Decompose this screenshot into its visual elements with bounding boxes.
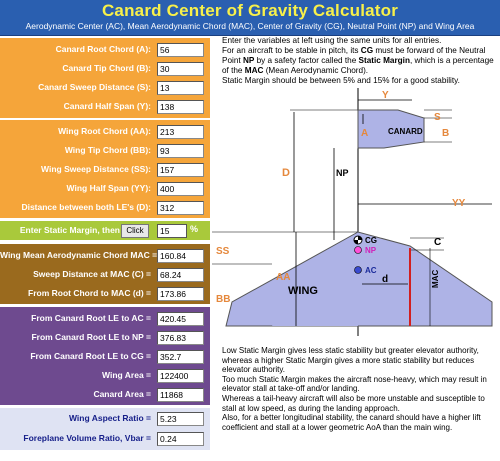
d-lower-letter: d <box>382 274 389 285</box>
volume-ratio-row <box>0 429 210 448</box>
root-to-mac-label: From Root Chord to MAC (d) = <box>28 288 151 298</box>
volume-ratio-output[interactable] <box>157 432 204 446</box>
canard-sweep-row <box>0 78 210 97</box>
canard-root-chord-label: Canard Root Chord (A): <box>55 44 151 54</box>
header-bar <box>0 0 500 36</box>
position-output-section <box>0 307 210 405</box>
d-upper-letter: D <box>282 167 290 179</box>
s-letter: S <box>434 112 441 123</box>
volume-ratio-label: Foreplane Volume Ratio, Vbar = <box>23 433 151 443</box>
wing-half-span-input[interactable] <box>157 182 204 196</box>
le-to-cg-output[interactable] <box>157 350 204 364</box>
mac-letter: MAC <box>431 269 440 288</box>
ac-label: AC <box>365 266 377 275</box>
wing-sweep-label: Wing Sweep Distance (SS): <box>41 164 151 174</box>
le-to-np-row <box>0 328 210 347</box>
root-to-mac-output[interactable] <box>157 287 204 301</box>
canard-sweep-label: Canard Sweep Distance (S): <box>38 82 151 92</box>
mac-output[interactable] <box>157 249 204 263</box>
le-to-ac-output[interactable] <box>157 312 204 326</box>
canard-root-chord-input[interactable] <box>157 43 204 57</box>
le-distance-input[interactable] <box>157 201 204 215</box>
planform-diagram <box>212 88 500 346</box>
le-distance-label: Distance between both LE's (D): <box>21 202 151 212</box>
note-static-margin: Low Static Margin gives less static stability but greater elevator authority, whereas a higher Static Margin gives a more static stability but reduces elevator authority. <box>222 346 479 375</box>
canard-sweep-input[interactable] <box>157 81 204 95</box>
wing-half-span-label: Wing Half Span (YY): <box>66 183 151 193</box>
static-margin-label: Enter Static Margin, then <box>19 225 120 235</box>
wing-sweep-row <box>0 160 210 179</box>
wing-root-chord-row <box>0 122 210 141</box>
mac-row <box>0 246 210 265</box>
root-to-mac-row <box>0 284 210 303</box>
canard-root-chord-row <box>0 40 210 59</box>
wing-area-label: Wing Area = <box>102 370 151 380</box>
wing-shape <box>226 232 492 326</box>
bb-letter: BB <box>216 294 231 305</box>
le-distance-row <box>0 198 210 217</box>
intro-line-range: Static Margin should be between 5% and 15% for a good stability. <box>222 76 460 85</box>
c-letter: C <box>434 237 442 248</box>
canard-half-span-input[interactable] <box>157 100 204 114</box>
note-tail-heavy: Whereas a tail-heavy aircraft will also be more unstable and susceptible to stall at low speed, as during the landing approach. <box>222 393 485 413</box>
percent-unit: % <box>190 224 199 234</box>
np-marker <box>355 247 362 254</box>
wing-tip-chord-row <box>0 141 210 160</box>
ss-letter: SS <box>216 246 230 257</box>
intro-line-units: Enter the variables at left using the same units for all entries. <box>222 36 442 45</box>
note-nose-heavy: Too much Static Margin makes the aircraft nose-heavy, which may result in elevator stall at take-off and/or landing. <box>222 374 487 394</box>
sweep-at-mac-label: Sweep Distance at MAC (C) = <box>33 269 151 279</box>
le-to-cg-row <box>0 347 210 366</box>
y-letter: Y <box>382 90 389 101</box>
intro-text <box>222 36 496 86</box>
wing-label: WING <box>288 285 318 297</box>
le-to-np-output[interactable] <box>157 331 204 345</box>
static-margin-row <box>0 221 210 240</box>
np-marker-label: NP <box>365 246 377 255</box>
wing-area-output[interactable] <box>157 369 204 383</box>
le-to-ac-row <box>0 309 210 328</box>
aspect-ratio-row <box>0 409 210 428</box>
canard-label: CANARD <box>388 127 423 136</box>
wing-area-row <box>0 366 210 385</box>
wing-root-chord-input[interactable] <box>157 125 204 139</box>
canard-tip-chord-input[interactable] <box>157 62 204 76</box>
a-letter: A <box>361 128 369 139</box>
notes-text <box>222 346 494 458</box>
aspect-ratio-label: Wing Aspect Ratio = <box>68 413 151 423</box>
canard-half-span-row <box>0 97 210 116</box>
canard-tip-chord-label: Canard Tip Chord (B): <box>62 63 151 73</box>
yy-letter: YY <box>452 198 466 209</box>
wing-tip-chord-input[interactable] <box>157 144 204 158</box>
wing-section <box>0 120 210 218</box>
note-canard-stall: Also, for a better longitudinal stability, the canard should have a higher lift coefficient and stall at a lower geometric AoA than the main wing. <box>222 413 481 432</box>
cg-label: CG <box>365 236 377 245</box>
canard-area-row <box>0 385 210 404</box>
canard-area-output[interactable] <box>157 388 204 402</box>
canard-section <box>0 38 210 118</box>
static-margin-input[interactable] <box>157 224 187 238</box>
wing-root-chord-label: Wing Root Chord (AA): <box>58 126 151 136</box>
intro-paragraph-stability: For an aircraft to be stable in pitch, its CG must be forward of the Neutral Point NP by a safety factor called the Static Margin, which is a percentage of the MAC (Mean Aerodynamic Chord). <box>222 46 494 75</box>
canard-half-span-label: Canard Half Span (Y): <box>63 101 151 111</box>
sweep-at-mac-output[interactable] <box>157 268 204 282</box>
wing-sweep-input[interactable] <box>157 163 204 177</box>
mac-output-section <box>0 244 210 304</box>
aspect-ratio-output[interactable] <box>157 412 204 426</box>
canard-area-label: Canard Area = <box>93 389 151 399</box>
le-to-ac-label: From Canard Root LE to AC = <box>31 313 151 323</box>
np-letter: NP <box>336 168 349 178</box>
page-title: Canard Center of Gravity Calculator <box>101 1 399 20</box>
ratio-output-section <box>0 408 210 450</box>
wing-tip-chord-label: Wing Tip Chord (BB): <box>64 145 151 155</box>
wing-half-span-row <box>0 179 210 198</box>
calculate-button[interactable]: Click <box>121 224 149 238</box>
b-letter: B <box>442 128 450 139</box>
input-panel <box>0 36 210 461</box>
aa-letter: AA <box>276 272 291 283</box>
le-to-cg-label: From Canard Root LE to CG = <box>30 351 151 361</box>
page-subtitle: Aerodynamic Center (AC), Mean Aerodynamic Chord (MAC), Center of Gravity (CG), Neutral Point (NP) and Wing Area <box>25 21 475 31</box>
canard-tip-chord-row <box>0 59 210 78</box>
mac-label: Wing Mean Aerodynamic Chord MAC = <box>0 250 158 260</box>
le-to-np-label: From Canard Root LE to NP = <box>31 332 151 342</box>
sweep-at-mac-row <box>0 265 210 284</box>
ac-marker <box>355 267 362 274</box>
